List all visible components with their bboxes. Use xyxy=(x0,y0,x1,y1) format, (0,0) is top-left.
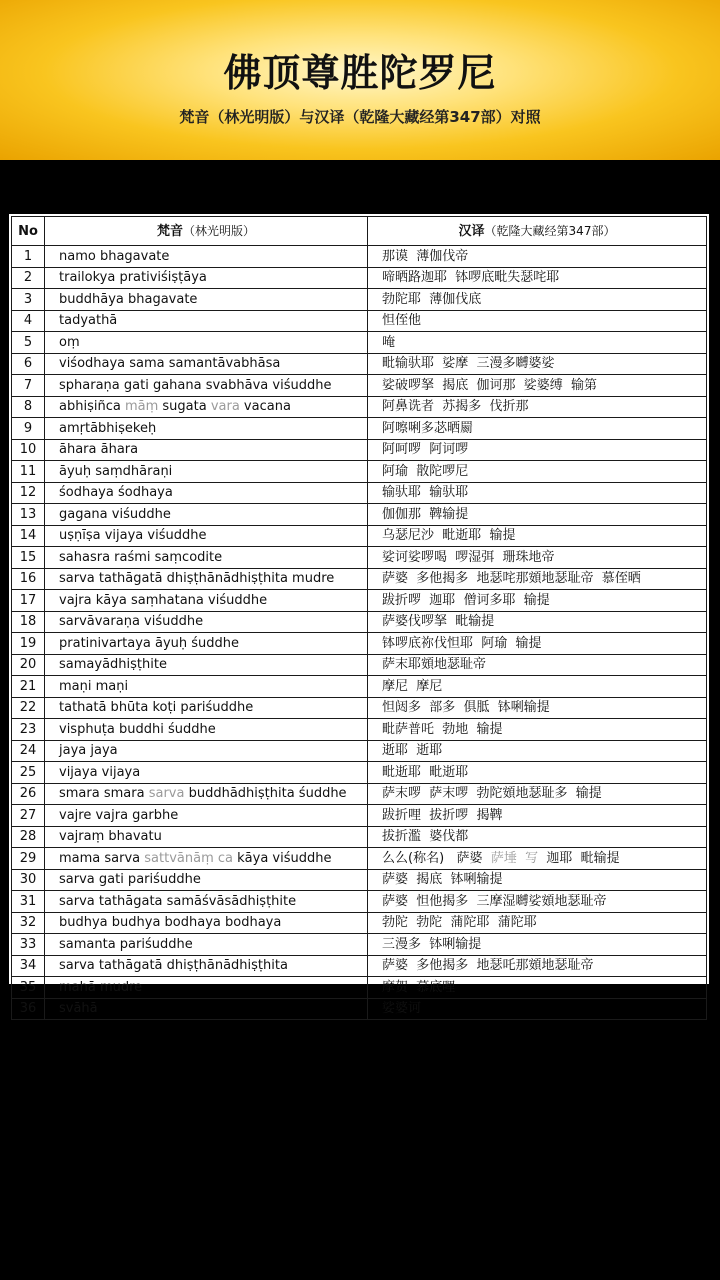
chinese-text: 摩贺 慕底哩 xyxy=(382,979,456,995)
chinese-cell xyxy=(368,912,707,934)
sanskrit-text: māṃ xyxy=(124,399,159,415)
sanskrit-text: vara xyxy=(210,399,240,415)
page-title: 佛顶尊胜陀罗尼 xyxy=(223,51,497,95)
sanskrit-cell xyxy=(45,869,368,891)
sanskrit-text: maṇi maṇi xyxy=(59,678,129,694)
sanskrit-text: samayādhiṣṭhite xyxy=(59,657,167,673)
row-number: 26 xyxy=(12,783,45,805)
header-sanskrit xyxy=(45,217,368,246)
sanskrit-cell xyxy=(45,267,368,289)
sanskrit-cell xyxy=(45,547,368,569)
sanskrit-text: sugata xyxy=(158,399,211,415)
table-row xyxy=(12,375,707,397)
chinese-text: 跋折啰 迦耶 僧诃多耶 输提 xyxy=(382,592,550,608)
row-number: 36 xyxy=(12,998,45,1020)
chinese-cell xyxy=(368,375,707,397)
table-row xyxy=(12,482,707,504)
table-row xyxy=(12,934,707,956)
sanskrit-text: sarva gati pariśuddhe xyxy=(59,872,201,888)
chinese-text: 勃陀 勃陀 蒲陀耶 蒲陀耶 xyxy=(382,915,537,931)
sanskrit-cell xyxy=(45,783,368,805)
row-number: 1 xyxy=(12,246,45,268)
sanskrit-cell xyxy=(45,396,368,418)
chinese-text: 萨婆 多他揭多 地瑟咤那頞地瑟耻帝 慕侄晒 xyxy=(382,571,641,587)
row-number: 34 xyxy=(12,955,45,977)
sanskrit-cell xyxy=(45,826,368,848)
chinese-cell xyxy=(368,568,707,590)
sanskrit-text: sarvāvaraṇa viśuddhe xyxy=(59,614,204,630)
sanskrit-text: āhara āhara xyxy=(59,442,139,458)
chinese-text: 三漫多 钵唎输提 xyxy=(382,936,482,952)
row-number: 31 xyxy=(12,891,45,913)
row-number: 16 xyxy=(12,568,45,590)
table-row xyxy=(12,912,707,934)
chinese-text: 萨埵 写 xyxy=(490,850,539,866)
row-number: 35 xyxy=(12,977,45,999)
row-number: 11 xyxy=(12,461,45,483)
chinese-cell xyxy=(368,439,707,461)
chinese-cell xyxy=(368,998,707,1020)
chinese-cell xyxy=(368,934,707,956)
chinese-text: 跋折哩 拔折啰 揭鞞 xyxy=(382,807,503,823)
chinese-cell xyxy=(368,633,707,655)
row-number: 4 xyxy=(12,310,45,332)
sanskrit-text: sarva xyxy=(148,786,185,802)
sanskrit-text: budhya budhya bodhaya bodhaya xyxy=(59,915,282,931)
table-row xyxy=(12,869,707,891)
chinese-cell xyxy=(368,525,707,547)
row-number: 15 xyxy=(12,547,45,569)
chinese-text: 毗萨普吒 勃地 输提 xyxy=(382,721,503,737)
sanskrit-cell xyxy=(45,310,368,332)
chinese-text: 那谟 薄伽伐帝 xyxy=(382,248,469,264)
header-chinese xyxy=(368,217,707,246)
header-sanskrit-main: 梵音 xyxy=(156,223,183,239)
sanskrit-text: jaya jaya xyxy=(59,743,118,759)
sanskrit-cell xyxy=(45,719,368,741)
sanskrit-text: vajre vajra garbhe xyxy=(59,807,179,823)
chinese-text: 萨末耶頞地瑟耻帝 xyxy=(382,657,487,673)
chinese-text: 勃陀耶 薄伽伐底 xyxy=(382,291,482,307)
table-row xyxy=(12,891,707,913)
row-number: 8 xyxy=(12,396,45,418)
chinese-cell xyxy=(368,654,707,676)
chinese-text: 娑破啰拏 揭底 伽诃那 娑婆缚 输第 xyxy=(382,377,598,393)
table-row xyxy=(12,525,707,547)
table-row xyxy=(12,697,707,719)
sanskrit-text: tathatā bhūta koṭi pariśuddhe xyxy=(59,700,254,716)
sanskrit-text: sattvānāṃ ca xyxy=(144,850,233,866)
chinese-cell xyxy=(368,697,707,719)
sanskrit-text: samanta pariśuddhe xyxy=(59,936,193,952)
header-chinese-sub: （乾隆大藏经第347部） xyxy=(484,223,616,238)
row-number: 28 xyxy=(12,826,45,848)
chinese-cell xyxy=(368,848,707,870)
chinese-cell xyxy=(368,547,707,569)
row-number: 25 xyxy=(12,762,45,784)
sanskrit-text: vajraṃ bhavatu xyxy=(59,829,162,845)
sanskrit-cell xyxy=(45,525,368,547)
table-row xyxy=(12,396,707,418)
sanskrit-text: amṛtābhiṣekeḥ xyxy=(59,420,157,436)
table-body xyxy=(12,246,707,1020)
chinese-cell xyxy=(368,353,707,375)
table-row xyxy=(12,353,707,375)
page-subtitle: 梵音（林光明版）与汉译（乾隆大藏经第347部）对照 xyxy=(179,108,541,126)
chinese-cell xyxy=(368,310,707,332)
chinese-cell xyxy=(368,676,707,698)
row-number: 6 xyxy=(12,353,45,375)
table-row xyxy=(12,547,707,569)
sanskrit-text: pratinivartaya āyuḥ śuddhe xyxy=(59,635,240,651)
sanskrit-text: smara smara xyxy=(59,786,149,802)
table-row xyxy=(12,998,707,1020)
row-number: 21 xyxy=(12,676,45,698)
chinese-text: 娑婆诃 xyxy=(382,1001,422,1017)
sanskrit-text: visphuṭa buddhi śuddhe xyxy=(59,721,216,737)
chinese-cell xyxy=(368,740,707,762)
row-number: 14 xyxy=(12,525,45,547)
table-row xyxy=(12,762,707,784)
table-row xyxy=(12,740,707,762)
sanskrit-text: vacana xyxy=(239,399,291,415)
sanskrit-text: kāya viśuddhe xyxy=(233,850,332,866)
sanskrit-cell xyxy=(45,891,368,913)
chinese-cell xyxy=(368,267,707,289)
sanskrit-text: mama sarva xyxy=(59,850,145,866)
header-sanskrit-sub: （林光明版） xyxy=(183,223,256,238)
sanskrit-cell xyxy=(45,246,368,268)
sanskrit-cell xyxy=(45,955,368,977)
sanskrit-cell xyxy=(45,353,368,375)
chinese-cell xyxy=(368,396,707,418)
chinese-cell xyxy=(368,783,707,805)
chinese-text: 怛侄他 xyxy=(382,313,422,329)
row-number: 19 xyxy=(12,633,45,655)
sanskrit-cell xyxy=(45,375,368,397)
sanskrit-cell xyxy=(45,912,368,934)
table-row xyxy=(12,826,707,848)
table-row xyxy=(12,955,707,977)
chinese-text: 娑诃娑啰喝 啰湿弭 珊珠地帝 xyxy=(382,549,555,565)
sanskrit-cell xyxy=(45,998,368,1020)
table-row xyxy=(12,439,707,461)
row-number: 18 xyxy=(12,611,45,633)
row-number: 24 xyxy=(12,740,45,762)
row-number: 10 xyxy=(12,439,45,461)
chinese-text: 唵 xyxy=(382,334,396,350)
sanskrit-text: āyuḥ saṃdhāraṇi xyxy=(59,463,173,479)
row-number: 17 xyxy=(12,590,45,612)
sanskrit-text: tadyathā xyxy=(59,313,118,329)
header-banner xyxy=(0,0,720,160)
sanskrit-text: buddhādhiṣṭhita śuddhe xyxy=(184,786,347,802)
table-row xyxy=(12,418,707,440)
table-row xyxy=(12,633,707,655)
chinese-text: 萨婆 多他揭多 地瑟吒那頞地瑟耻帝 xyxy=(382,958,594,974)
chinese-cell xyxy=(368,955,707,977)
sanskrit-cell xyxy=(45,654,368,676)
chinese-text: 萨婆 揭底 钵唎输提 xyxy=(382,872,503,888)
chinese-text: 伽伽那 鞞输提 xyxy=(382,506,469,522)
row-number: 29 xyxy=(12,848,45,870)
sanskrit-text: trailokya prativiśiṣṭāya xyxy=(59,270,207,286)
chinese-text: 迦耶 毗输提 xyxy=(538,850,620,866)
sanskrit-cell xyxy=(45,289,368,311)
sanskrit-text: namo bhagavate xyxy=(59,248,170,264)
chinese-cell xyxy=(368,762,707,784)
sanskrit-text: vajra kāya saṃhatana viśuddhe xyxy=(59,592,268,608)
sanskrit-cell xyxy=(45,332,368,354)
row-number: 13 xyxy=(12,504,45,526)
chinese-text: 摩尼 摩尼 xyxy=(382,678,443,694)
chinese-text: 毗逝耶 毗逝耶 xyxy=(382,764,469,780)
table-row xyxy=(12,461,707,483)
row-number: 27 xyxy=(12,805,45,827)
table-row xyxy=(12,246,707,268)
sanskrit-cell xyxy=(45,504,368,526)
chinese-text: 阿嚓唎多苾晒罽 xyxy=(382,420,474,436)
sanskrit-text: vijaya vijaya xyxy=(59,764,141,780)
row-number: 3 xyxy=(12,289,45,311)
chinese-text: 拔折濫 婆伐都 xyxy=(382,829,469,845)
sanskrit-cell xyxy=(45,568,368,590)
chinese-text: 钵啰底祢伐怛耶 阿瑜 输提 xyxy=(382,635,542,651)
chinese-cell xyxy=(368,332,707,354)
sanskrit-cell xyxy=(45,740,368,762)
sanskrit-cell xyxy=(45,934,368,956)
chinese-text: 怛闼多 部多 俱胝 钵唎输提 xyxy=(382,700,550,716)
row-number: 33 xyxy=(12,934,45,956)
table-row xyxy=(12,590,707,612)
chinese-cell xyxy=(368,289,707,311)
chinese-cell xyxy=(368,869,707,891)
sanskrit-text: sarva tathāgatā dhiṣṭhānādhiṣṭhita xyxy=(59,958,288,974)
table-row xyxy=(12,977,707,999)
sanskrit-text: svāhā xyxy=(59,1001,98,1017)
table-row xyxy=(12,504,707,526)
chinese-cell xyxy=(368,461,707,483)
table-row xyxy=(12,805,707,827)
sanskrit-cell xyxy=(45,611,368,633)
sanskrit-text: oṃ xyxy=(59,334,80,350)
sanskrit-text: buddhāya bhagavate xyxy=(59,291,198,307)
row-number: 5 xyxy=(12,332,45,354)
row-number: 20 xyxy=(12,654,45,676)
sanskrit-cell xyxy=(45,805,368,827)
chinese-cell xyxy=(368,826,707,848)
table-row xyxy=(12,676,707,698)
header-no: No xyxy=(12,217,45,246)
sanskrit-text: sarva tathāgata samāśvāsādhiṣṭhite xyxy=(59,893,297,909)
chinese-cell xyxy=(368,611,707,633)
table-row xyxy=(12,267,707,289)
chinese-text: 萨末啰 萨末啰 勃陀頞地瑟耻多 输提 xyxy=(382,786,602,802)
chinese-cell xyxy=(368,418,707,440)
table-row xyxy=(12,783,707,805)
chinese-text: 萨婆伐啰拏 毗输提 xyxy=(382,614,495,630)
sanskrit-cell xyxy=(45,633,368,655)
header-chinese-main: 汉译 xyxy=(458,223,485,239)
sanskrit-text: gagana viśuddhe xyxy=(59,506,171,522)
sanskrit-cell xyxy=(45,676,368,698)
chinese-cell xyxy=(368,977,707,999)
chinese-text: 萨婆 怛他揭多 三摩湿嚩娑頞地瑟耻帝 xyxy=(382,893,607,909)
table-row xyxy=(12,289,707,311)
chinese-text: 阿呵啰 阿诃啰 xyxy=(382,442,469,458)
table-row xyxy=(12,568,707,590)
table-row xyxy=(12,848,707,870)
chinese-text: 毗输驮耶 娑摩 三漫多嚩婆娑 xyxy=(382,356,555,372)
sanskrit-text: sahasra raśmi saṃcodite xyxy=(59,549,223,565)
table-row xyxy=(12,310,707,332)
row-number: 22 xyxy=(12,697,45,719)
sanskrit-text: mahā mudre xyxy=(59,979,143,995)
row-number: 32 xyxy=(12,912,45,934)
sanskrit-cell xyxy=(45,590,368,612)
table-row xyxy=(12,654,707,676)
chinese-text: 阿鼻诜者 苏揭多 伐折那 xyxy=(382,399,529,415)
chinese-text: 么么(称名) 萨婆 xyxy=(382,850,491,866)
table-row xyxy=(12,332,707,354)
sanskrit-cell xyxy=(45,697,368,719)
chinese-text: 啼晒路迦耶 钵啰底毗失瑟咤耶 xyxy=(382,270,560,286)
sanskrit-text: sarva tathāgatā dhiṣṭhānādhiṣṭhita mudre xyxy=(59,571,335,587)
sanskrit-cell xyxy=(45,977,368,999)
chinese-text: 阿瑜 散陀啰尼 xyxy=(382,463,469,479)
chinese-cell xyxy=(368,719,707,741)
sanskrit-text: abhiṣiñca xyxy=(59,399,125,415)
table-row xyxy=(12,611,707,633)
row-number: 30 xyxy=(12,869,45,891)
sanskrit-text: viśodhaya sama samantāvabhāsa xyxy=(59,356,281,372)
sanskrit-cell xyxy=(45,482,368,504)
row-number: 23 xyxy=(12,719,45,741)
comparison-table xyxy=(9,214,709,1017)
sanskrit-cell xyxy=(45,848,368,870)
chinese-text: 逝耶 逝耶 xyxy=(382,743,443,759)
table-header-row xyxy=(12,217,707,246)
chinese-cell xyxy=(368,482,707,504)
chinese-text: 乌瑟尼沙 毗逝耶 输提 xyxy=(382,528,516,544)
chinese-cell xyxy=(368,590,707,612)
chinese-cell xyxy=(368,246,707,268)
sanskrit-cell xyxy=(45,439,368,461)
sanskrit-cell xyxy=(45,461,368,483)
chinese-cell xyxy=(368,504,707,526)
row-number: 9 xyxy=(12,418,45,440)
sanskrit-text: spharaṇa gati gahana svabhāva viśuddhe xyxy=(59,377,332,393)
sanskrit-cell xyxy=(45,418,368,440)
sanskrit-text: śodhaya śodhaya xyxy=(59,485,173,501)
sanskrit-text: uṣṇīṣa vijaya viśuddhe xyxy=(59,528,207,544)
row-number: 2 xyxy=(12,267,45,289)
chinese-cell xyxy=(368,891,707,913)
table-row xyxy=(12,719,707,741)
sanskrit-cell xyxy=(45,762,368,784)
chinese-cell xyxy=(368,805,707,827)
chinese-text: 输驮耶 输驮耶 xyxy=(382,485,469,501)
row-number: 12 xyxy=(12,482,45,504)
row-number: 7 xyxy=(12,375,45,397)
